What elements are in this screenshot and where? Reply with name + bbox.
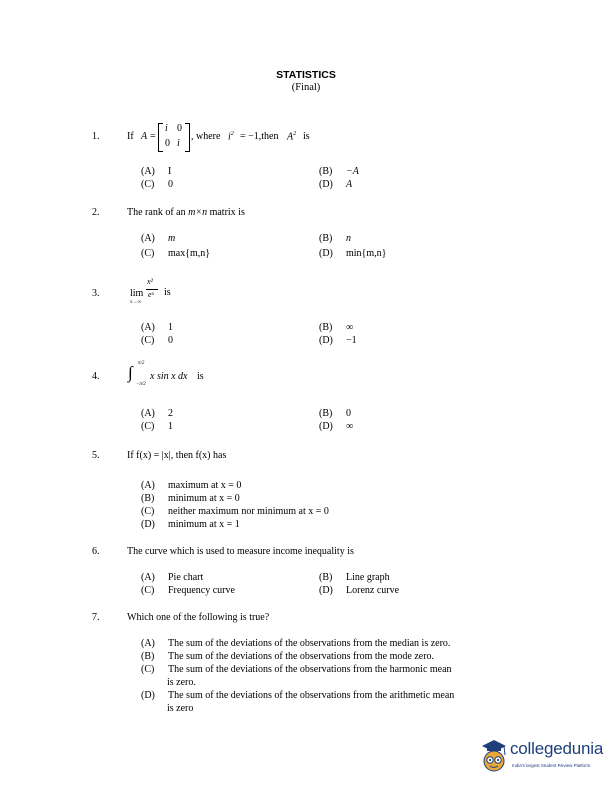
option-a: (A) maximum at x = 0 [141, 480, 242, 491]
document-page: STATISTICS (Final) 1. If A = i 0 0 i , where $i^2$ = −1,then $A^2$ is (A) I (B) −A (C) 0 (D) A 2. The rank of an m×n matrix is (A) m (B) n (C) max{m,n} (D) min{m,n} 3. lim x→∞ x² eˣ is (A) 1 (B) ∞ (C) 0 (D) −1 4. ∫ π/2 −π/2 x sin x dx is (A) 2 (B) 0 (C) 1 (D) ∞ 5. If f(x) = |x|, then f(x) has (A) maximum at x = 0 (B) minimum at x = 0 (C) neither maximum nor minimum at x = 0 (D) minimum at x = 1 6. The curve which is used to measure income inequality is (A) Pie chart (B) Line graph (C) Frequency curve (D) Lorenz curve 7. Which one of the following is true? (A) The sum of the deviations of the observations from the median is zero. (B) The sum of the deviations of the observations from the mode zero. (C) The sum of the deviations of the observations from the harmonic mean is zero. (D) The sum of the deviations of the observations from the arithmetic mean is zero collegedunia India's largest Student Review Platform [0, 0, 612, 792]
option-c: (C) neither maximum nor minimum at x = 0 [141, 506, 329, 517]
option-b: (B) ∞ [319, 322, 354, 333]
option-b: (B) The sum of the deviations of the observations from the mode zero. [141, 651, 435, 662]
option-a: (A) 1 [141, 322, 173, 333]
page-subtitle: (Final) [291, 82, 321, 93]
option-c-continuation: is zero. [167, 677, 196, 688]
option-c: (C) max{m,n} [141, 248, 211, 259]
option-d: (D) The sum of the deviations of the observations from the arithmetic mean [141, 690, 455, 701]
option-d: (D) A [319, 179, 353, 190]
option-c: (C) The sum of the deviations of the observations from the harmonic mean [141, 664, 452, 675]
option-b: (B) n [319, 233, 351, 244]
question-5-stem: If f(x) = |x|, then f(x) has [127, 450, 227, 461]
question-number: 3. [92, 288, 100, 299]
option-d: (D) minimum at x = 1 [141, 519, 240, 530]
logo-wordmark: collegedunia [510, 739, 604, 758]
option-a: (A) The sum of the deviations of the observations from the median is zero. [141, 638, 451, 649]
option-d: (D) min{m,n} [319, 248, 387, 259]
option-d: (D) Lorenz curve [319, 585, 400, 596]
option-a: (A) m [141, 233, 176, 244]
graduate-mascot-icon [479, 736, 509, 778]
collegedunia-logo [479, 736, 609, 780]
question-number: 2. [92, 207, 100, 218]
option-d: (D) −1 [319, 335, 357, 346]
question-number: 1. [92, 131, 100, 142]
option-a: (A) Pie chart [141, 572, 204, 583]
option-d-continuation: is zero [167, 703, 194, 714]
option-c: (C) 1 [141, 421, 173, 432]
option-b: (B) Line graph [319, 572, 390, 583]
matrix-left-bracket [158, 123, 163, 152]
option-c: (C) 0 [141, 179, 173, 190]
page-title: STATISTICS [276, 69, 336, 81]
option-a: (A) 2 [141, 408, 173, 419]
question-number: 5. [92, 450, 100, 461]
option-a: (A) I [141, 166, 172, 177]
option-c: (C) 0 [141, 335, 173, 346]
question-number: 7. [92, 612, 100, 623]
logo-tagline: India's largest Student Review Platform [512, 763, 591, 768]
matrix-right-bracket [185, 123, 190, 152]
question-number: 4. [92, 371, 100, 382]
question-2-stem: The rank of an m×n matrix is [127, 207, 245, 218]
option-b: (B) −A [319, 166, 359, 177]
option-c: (C) Frequency curve [141, 585, 235, 596]
option-b: (B) minimum at x = 0 [141, 493, 240, 504]
question-number: 6. [92, 546, 100, 557]
question-7-stem: Which one of the following is true? [127, 612, 270, 623]
option-d: (D) ∞ [319, 421, 354, 432]
question-6-stem: The curve which is used to measure income inequality is [127, 546, 354, 557]
option-b: (B) 0 [319, 408, 351, 419]
